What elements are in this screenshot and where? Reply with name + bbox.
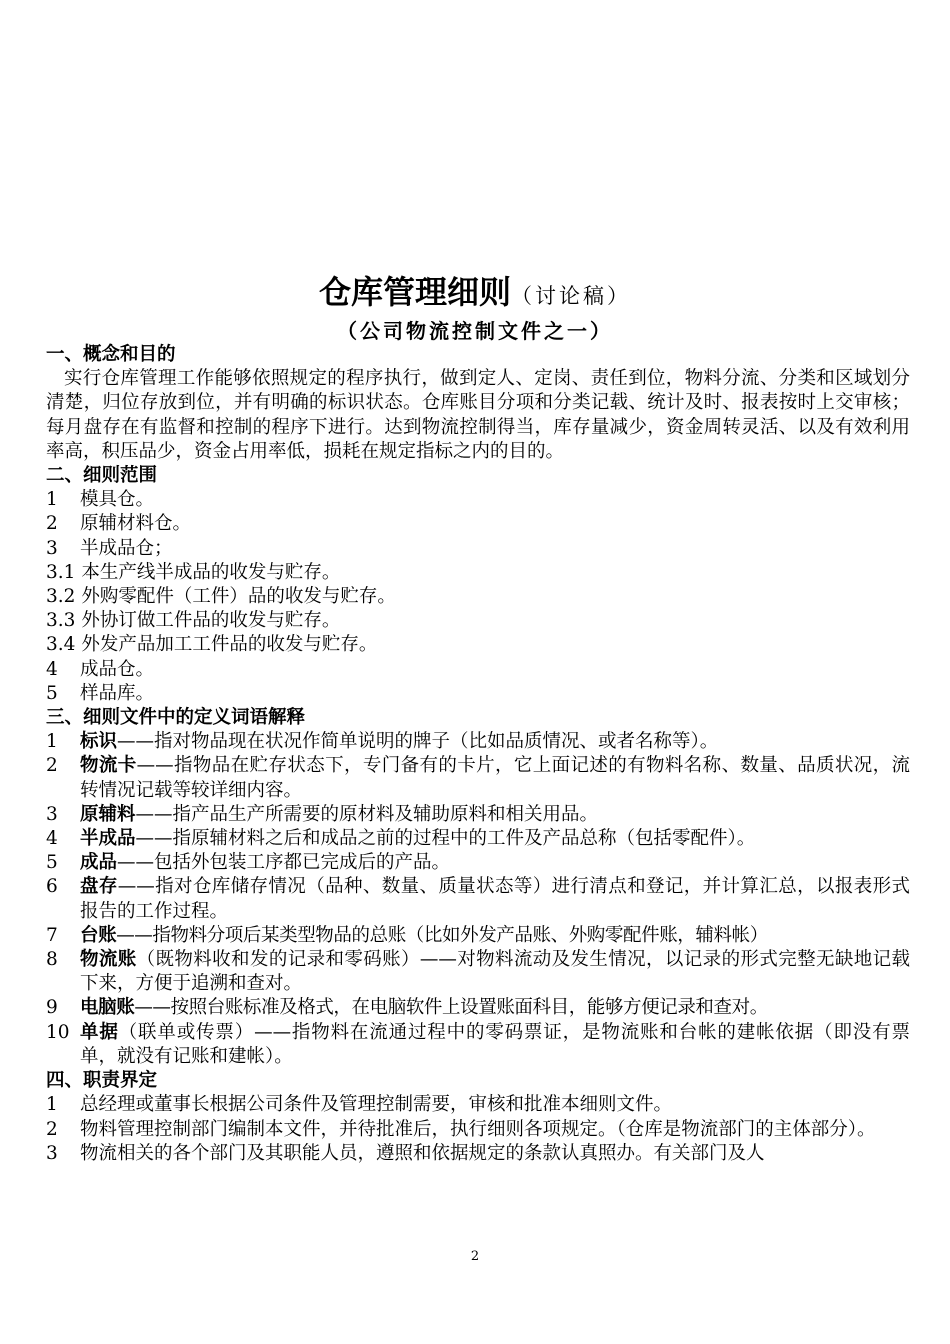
list-item [46, 1118, 910, 1142]
section-paragraph: 实行仓库管理工作能够依照规定的程序执行，做到定人、定岗、责任到位，物料分流、分类和区域划分清楚，归位存放到位，并有明确的标识状态。仓库账目分项和分类记载、统计及时、报表按时上交审核；每月盘存在有监督和控制的程序下进行。达到物流控制得当，库存量减少，资金周转灵活、以及有效利用率高，积压品少，资金占用率低，损耗在规定指标之内的目的。 [46, 368, 910, 462]
definition-item [46, 875, 910, 923]
list-item [46, 1093, 910, 1117]
list-item [46, 658, 910, 682]
list-item [46, 633, 910, 657]
definition-term: 电脑账 [80, 997, 135, 1019]
definition-term: 成品 [80, 852, 118, 874]
item-number: 3 [46, 1142, 58, 1164]
item-text: 原辅材料仓。 [80, 513, 192, 535]
item-number: 1 [46, 489, 58, 511]
document-title [0, 270, 950, 318]
definition-term: 标识 [80, 731, 118, 753]
definition-item [46, 730, 910, 754]
item-number: 1 [46, 1094, 58, 1116]
item-number: 5 [46, 682, 58, 704]
item-text: 模具仓。 [80, 489, 155, 511]
document-body [46, 343, 910, 1166]
item-number: 10 [46, 1021, 70, 1043]
definition-term: 盘存 [80, 876, 118, 898]
list-item [46, 1142, 910, 1166]
definition-text: ——指产品生产所需要的原材料及辅助原料和相关用品。 [135, 803, 599, 825]
section-heading: 三、细则文件中的定义词语解释 [46, 707, 306, 729]
item-text: 总经理或董事长根据公司条件及管理控制需要，审核和批准本细则文件。 [80, 1094, 673, 1116]
item-number: 4 [46, 658, 58, 680]
definition-text: ——按照台账标准及格式，在电脑软件上设置账面科目，能够方便记录和查对。 [134, 997, 768, 1019]
item-number: 3.2 [46, 586, 76, 608]
item-number: 2 [46, 513, 58, 535]
definition-text: （既物料收和发的记录和零码账）——对物料流动及发生情况，以记录的形式完整无缺地记载下来，方便于追溯和查对。 [80, 949, 910, 995]
item-text: 物料管理控制部门编制本文件，并待批准后，执行细则各项规定。（仓库是物流部门的主体部分）。 [80, 1118, 876, 1140]
definition-item [46, 851, 910, 875]
page-number: 2 [470, 1249, 480, 1264]
item-text: 样品库。 [80, 682, 155, 704]
list-item [46, 682, 910, 706]
item-text: 物流相关的各个部门及其职能人员，遵照和依据规定的条款认真照办。有关部门及人 [80, 1142, 765, 1164]
item-number: 5 [46, 852, 58, 874]
definition-term: 单据 [80, 1021, 119, 1043]
definition-text: ——包括外包装工序都已完成后的产品。 [117, 852, 451, 874]
list-item [46, 488, 910, 512]
list-item [46, 609, 910, 633]
document-subtitle: （公司物流控制文件之一） [337, 319, 613, 343]
list-item [46, 561, 910, 585]
definition-item [46, 803, 910, 827]
item-number: 7 [46, 924, 58, 946]
definition-term: 台账 [80, 924, 117, 946]
definition-item [46, 924, 910, 948]
item-text: 本生产线半成品的收发与贮存。 [81, 561, 341, 583]
definition-item [46, 948, 910, 996]
definition-item [46, 1021, 910, 1069]
item-number: 4 [46, 828, 58, 850]
definition-text: ——指对仓库储存情况（品种、数量、质量状态等）进行清点和登记，并计算汇总，以报表形式报告的工作过程。 [80, 876, 910, 922]
item-number: 6 [46, 876, 58, 898]
item-text: 外协订做工件品的收发与贮存。 [81, 610, 341, 632]
definition-text: ——指物料分项后某类型物品的总账（比如外发产品账、外购零配件账，辅料帐） [116, 924, 768, 946]
item-number: 3 [46, 803, 58, 825]
item-text: 外购零配件（工件）品的收发与贮存。 [81, 586, 396, 608]
item-number: 2 [46, 1118, 58, 1140]
item-number: 9 [46, 997, 58, 1019]
item-number: 3.4 [46, 634, 76, 656]
title-note: （讨论稿） [511, 284, 631, 308]
item-text: 外发产品加工工件品的收发与贮存。 [81, 634, 378, 656]
definition-term: 原辅料 [80, 803, 136, 825]
definition-text: ——指对物品现在状况作简单说明的牌子（比如品质情况、或者名称等）。 [117, 731, 719, 753]
item-number: 1 [46, 731, 58, 753]
item-number: 3.3 [46, 610, 76, 632]
title-main: 仓库管理细则 [318, 273, 511, 311]
definition-text: ——指原辅材料之后和成品之前的过程中的工件及产品总称（包括零配件）。 [135, 828, 756, 850]
section-heading: 一、概念和目的 [46, 344, 176, 365]
section-heading: 四、职责界定 [46, 1070, 158, 1092]
item-text: 成品仓。 [80, 658, 155, 680]
item-number: 2 [46, 755, 58, 777]
definition-item [46, 996, 910, 1020]
definition-text: ——指物品在贮存状态下，专门备有的卡片，它上面记述的有物料名称、数量、品质状况，流转情况记载等较详细内容。 [80, 755, 910, 801]
definition-item [46, 827, 910, 851]
definition-term: 物流卡 [80, 755, 137, 777]
definition-term: 半成品 [80, 828, 136, 850]
list-item [46, 512, 910, 536]
item-number: 3.1 [46, 561, 76, 583]
definition-text: （联单或传票）——指物料在流通过程中的零码票证，是物流账和台帐的建帐依据（即没有票单，就没有记账和建帐）。 [80, 1021, 910, 1067]
item-number: 3 [46, 537, 58, 559]
definition-term: 物流账 [80, 949, 137, 971]
item-number: 8 [46, 949, 58, 971]
list-item [46, 537, 910, 561]
item-text: 半成品仓； [80, 537, 173, 559]
list-item [46, 585, 910, 609]
definition-item [46, 754, 910, 802]
section-heading: 二、细则范围 [46, 465, 158, 487]
